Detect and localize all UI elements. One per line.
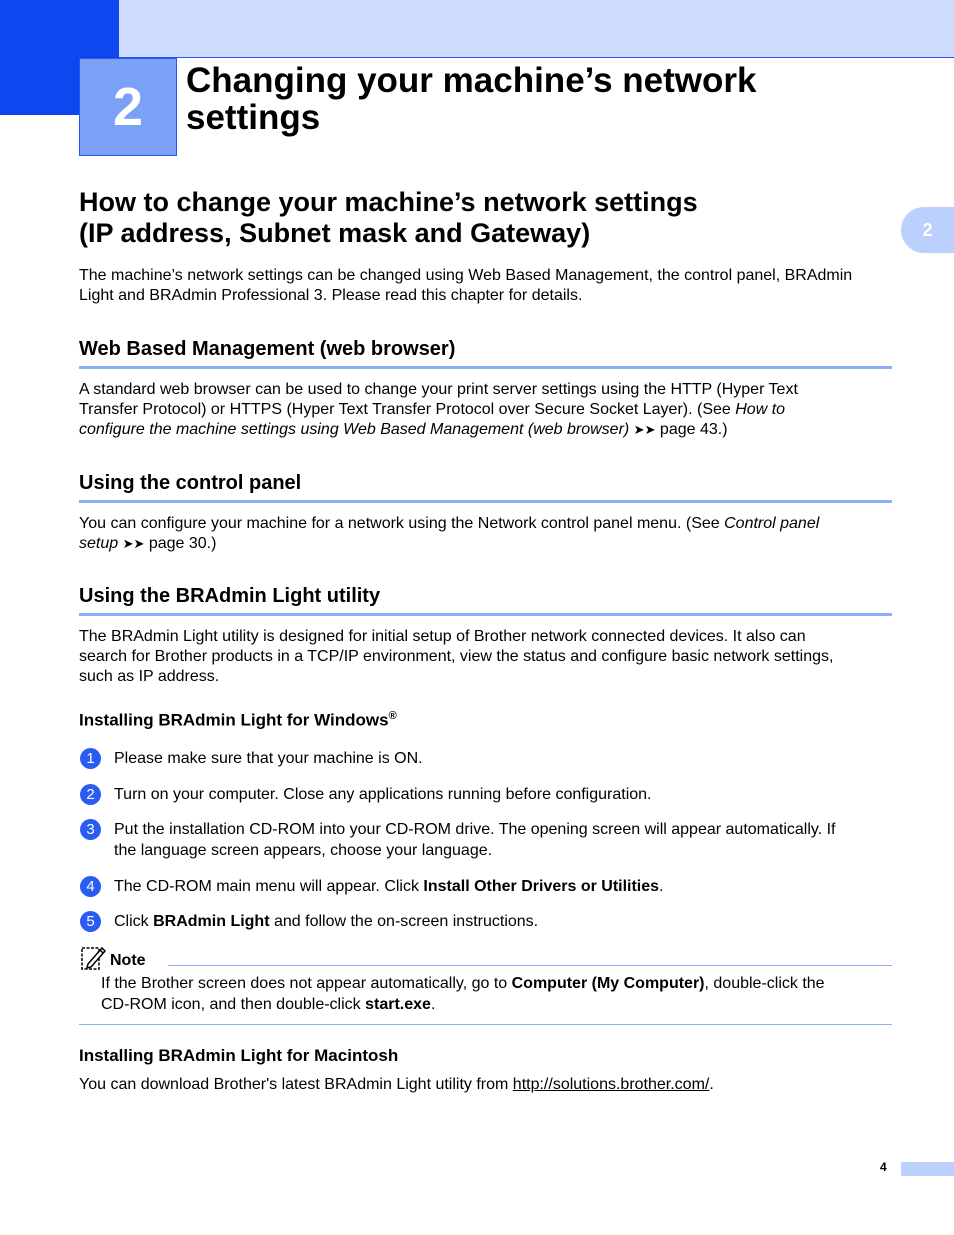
heading-web-based: Web Based Management (web browser): [79, 338, 456, 360]
section-title: [79, 187, 889, 249]
step-5-number: 5: [80, 911, 101, 932]
paragraph-line: search for Brother products in a TCP/IP environment, view the status and configure basic network settings,: [79, 648, 834, 665]
note-rule-bottom: [79, 1024, 892, 1025]
paragraph-line: configure the machine settings using Web Based Management (web browser) ➤➤ page 43.): [79, 421, 728, 438]
paragraph-line: Transfer Protocol) or HTTPS (Hyper Text Transfer Protocol over Secure Socket Layer). (See How to: [79, 401, 786, 418]
note-text: [101, 974, 891, 1015]
chapter-title: [186, 62, 886, 136]
chapter-side-tab: 2: [901, 207, 954, 253]
double-arrow-icon: ➤➤: [633, 422, 656, 437]
note-rule-top: [168, 965, 892, 966]
header-band: [0, 0, 954, 58]
heading-rule: [79, 613, 892, 616]
step-line: the language screen appears, choose your language.: [114, 841, 493, 859]
heading-rule: [79, 366, 892, 369]
step-2-number: 2: [80, 784, 101, 805]
note-line: CD-ROM icon, and then double-click start.exe.: [101, 995, 436, 1013]
paragraph-line: setup ➤➤ page 30.): [79, 535, 217, 552]
intro-line: The machine’s network settings can be changed using Web Based Management, the control panel, BRAdmin: [79, 267, 853, 284]
step-4-number: 4: [80, 876, 101, 897]
section-title-line2: (IP address, Subnet mask and Gateway): [79, 218, 591, 248]
intro-paragraph: [79, 266, 894, 306]
registered-mark: ®: [388, 710, 397, 722]
chapter-title-line1: Changing your machine’s network: [186, 61, 757, 100]
paragraph-line: The BRAdmin Light utility is designed for initial setup of Brother network connected devices. It also can: [79, 628, 806, 645]
note-pencil-icon: [80, 944, 107, 971]
step-2-text: Turn on your computer. Close any applications running before configuration.: [114, 786, 652, 803]
heading-install-mac: Installing BRAdmin Light for Macintosh: [79, 1046, 399, 1065]
step-1-number: 1: [80, 748, 101, 769]
heading-control-panel: Using the control panel: [79, 472, 302, 494]
cross-reference-link[interactable]: setup: [79, 535, 119, 552]
note-label: Note: [110, 952, 146, 969]
heading-install-windows: Installing BRAdmin Light for Windows®: [79, 710, 397, 730]
paragraph-line: A standard web browser can be used to change your print server settings using the HTTP (Hyper Text: [79, 381, 798, 398]
heading-bradmin: Using the BRAdmin Light utility: [79, 585, 381, 607]
double-arrow-icon: ➤➤: [122, 536, 145, 551]
paragraph-line: You can configure your machine for a network using the Network control panel menu. (See Control panel: [79, 515, 820, 532]
step-4-text: The CD-ROM main menu will appear. Click Install Other Drivers or Utilities.: [114, 878, 664, 895]
cross-reference-link[interactable]: Control panel: [724, 515, 820, 532]
step-1-text: Please make sure that your machine is ON.: [114, 750, 423, 767]
page-number: 4: [880, 1160, 887, 1174]
chapter-number-box: 2: [79, 58, 177, 156]
install-mac-paragraph: You can download Brother's latest BRAdmin Light utility from http://solutions.brother.com/.: [79, 1076, 714, 1093]
step-line: Put the installation CD-ROM into your CD-ROM drive. The opening screen will appear automatically. If: [114, 821, 836, 838]
intro-line: Light and BRAdmin Professional 3. Please read this chapter for details.: [79, 287, 583, 304]
menu-option-label: Install Other Drivers or Utilities: [423, 878, 660, 895]
step-3-text: [114, 820, 894, 861]
note-line: If the Brother screen does not appear automatically, go to Computer (My Computer), double-click the: [101, 975, 825, 992]
cross-reference-link[interactable]: configure the machine settings using Web Based Management (web browser): [79, 421, 630, 438]
section-title-line1: How to change your machine’s network settings: [79, 187, 698, 217]
control-panel-paragraph: [79, 514, 894, 554]
menu-option-label: BRAdmin Light: [153, 913, 270, 930]
step-5-text: Click BRAdmin Light and follow the on-screen instructions.: [114, 913, 539, 930]
chapter-title-line2: settings: [186, 98, 321, 137]
bradmin-paragraph: [79, 627, 894, 687]
page-number-bar: [901, 1162, 954, 1176]
step-3-number: 3: [80, 819, 101, 840]
cross-reference-link[interactable]: How to: [735, 401, 786, 418]
paragraph-line: such as IP address.: [79, 668, 220, 685]
heading-rule: [79, 500, 892, 503]
web-based-paragraph: [79, 380, 894, 440]
brother-solutions-link[interactable]: http://solutions.brother.com/: [512, 1076, 710, 1093]
